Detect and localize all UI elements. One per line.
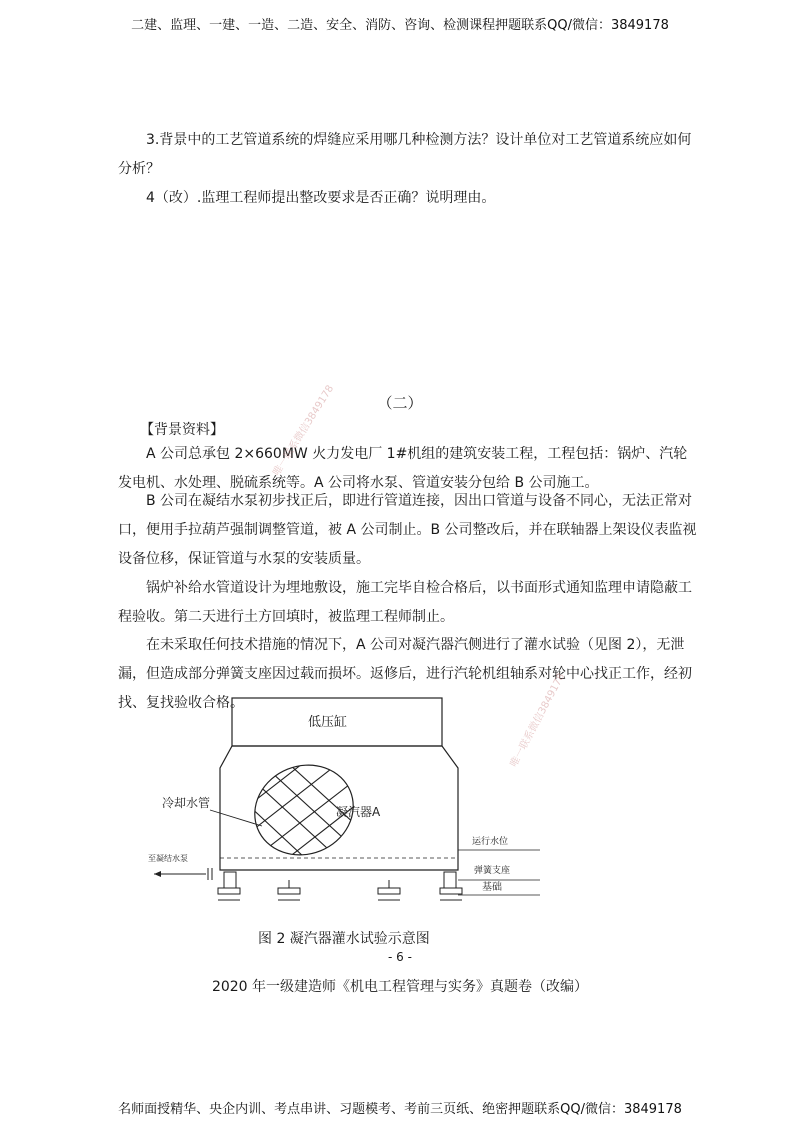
paragraph-1: A 公司总承包 2×660MW 火力发电厂 1#机组的建筑安装工程，工程包括：锅炉、汽轮发电机、水处理、脱硫系统等。A 公司将水泵、管道安装分包给 B 公司施工。 [118,446,688,491]
condenser-diagram [140,690,550,920]
label-foundation: 基础 [482,882,502,893]
book-title: 2020 年一级建造师《机电工程管理与实务》真题卷（改编） [211,979,589,995]
question-3: 3.背景中的工艺管道系统的焊缝应采用哪几种检测方法？设计单位对工艺管道系统应如何分析？ [118,132,692,177]
page-number: - 6 - [388,950,412,964]
watermark: 唯一联系微信3849178 [508,671,568,770]
label-cooling-pipe: 冷却水管 [162,796,211,810]
background-label: 【背景资料】 [140,422,224,438]
paragraph-4: 在未采取任何技术措施的情况下，A 公司对凝汽器汽侧进行了灌水试验（见图 2），无泄漏，但造成部分弹簧支座因过载而损坏。返修后，进行汽轮机组轴系对轮中心找正工作，经初找、复找验收合格。 [118,637,692,711]
figure-caption: 图 2 凝汽器灌水试验示意图 [258,931,430,947]
paragraph-3: 锅炉补给水管道设计为埋地敷设，施工完毕自检合格后，以书面形式通知监理申请隐蔽工程验收。第二天进行土方回填时，被监理工程师制止。 [118,580,692,625]
label-spring-support: 弹簧支座 [474,866,511,876]
spring-supports [218,872,462,900]
question-4: 4（改）.监理工程师提出整改要求是否正确？说明理由。 [146,190,496,206]
paragraph-2: B 公司在凝结水泵初步找正后，即进行管道连接，因出口管道与设备不同心，无法正常对口，便用手拉葫芦强制调整管道，被 A 公司制止。B 公司整改后，并在联轴器上架设仪表监视设备位移，保证管道与水泵的安装质量。 [118,493,697,567]
label-condenser: 凝汽器A [336,805,381,819]
watermark: 唯一联系微信3849178 [271,383,337,478]
label-low-pressure: 低压缸 [308,715,348,730]
section-title: （二） [377,394,423,412]
page-footer: 名师面授精华、央企内训、考点串讲、习题模考、考前三页纸、绝密押题联系QQ/微信：3849178 [118,1102,682,1117]
label-operating-level: 运行水位 [472,837,509,847]
page-header: 二建、监理、一建、一造、二造、安全、消防、咨询、检测课程押题联系QQ/微信：3849178 [131,18,669,33]
label-to-pump: 至凝结水泵 [148,854,188,863]
